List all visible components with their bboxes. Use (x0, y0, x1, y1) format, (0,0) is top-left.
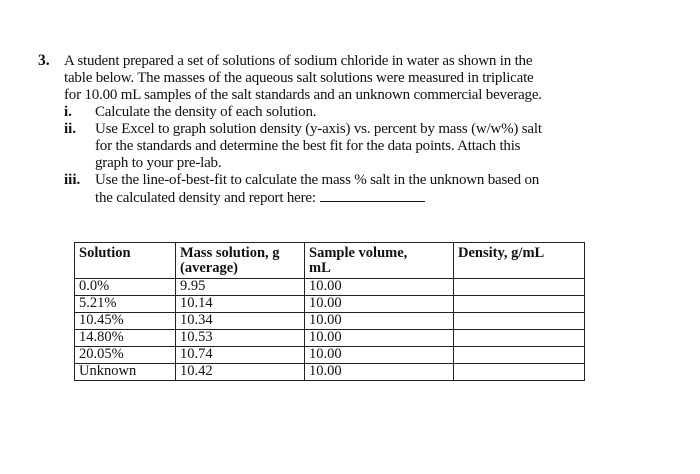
intro-line-3: for 10.00 mL samples of the salt standards and an unknown commercial beverage. (64, 87, 542, 103)
solution-data-table (74, 242, 585, 381)
header-solution-text: Solution (79, 245, 131, 261)
intro-line-2: table below. The masses of the aqueous salt solutions were measured in triplicate (64, 70, 534, 86)
cell-volume: 10.00 (305, 330, 454, 347)
cell-volume: 10.00 (305, 279, 454, 296)
item-i-line-1: Calculate the density of each solution. (95, 104, 317, 120)
cell-density[interactable] (454, 279, 585, 296)
cell-mass: 10.42 (176, 364, 305, 381)
cell-volume: 10.00 (305, 347, 454, 364)
cell-solution: 20.05% (75, 347, 176, 364)
cell-density[interactable] (454, 364, 585, 381)
cell-density[interactable] (454, 347, 585, 364)
table-row (75, 279, 585, 296)
header-sample-volume (305, 243, 454, 279)
item-ii-line-1: Use Excel to graph solution density (y-axis) vs. percent by mass (w/w%) salt (95, 121, 542, 137)
item-iii-marker: iii. (64, 172, 81, 188)
table-row (75, 347, 585, 364)
cell-density[interactable] (454, 296, 585, 313)
item-iii-line-1: Use the line-of-best-fit to calculate the mass % salt in the unknown based on (95, 172, 540, 188)
question-number: 3. (38, 52, 50, 69)
header-mass-solution (176, 243, 305, 279)
table-row (75, 330, 585, 347)
table-row (75, 296, 585, 313)
cell-solution: 0.0% (75, 279, 176, 296)
item-ii-line-3: graph to your pre-lab. (95, 155, 222, 171)
header-volume-text-2: mL (309, 260, 331, 276)
cell-solution: 14.80% (75, 330, 176, 347)
header-density-text: Density, g/mL (458, 245, 545, 261)
cell-volume: 10.00 (305, 296, 454, 313)
table-row (75, 364, 585, 381)
cell-density[interactable] (454, 313, 585, 330)
table-row (75, 313, 585, 330)
header-mass-text-2: (average) (180, 260, 238, 276)
answer-blank[interactable] (320, 189, 425, 202)
item-ii-line-2: for the standards and determine the best fit for the data points. Attach this (95, 138, 521, 154)
cell-volume: 10.00 (305, 313, 454, 330)
intro-line-1: A student prepared a set of solutions of sodium chloride in water as shown in the (64, 53, 533, 69)
header-mass-text-1: Mass solution, g (180, 245, 280, 261)
cell-density[interactable] (454, 330, 585, 347)
cell-mass: 10.53 (176, 330, 305, 347)
item-iii-line-2-text: the calculated density and report here: (95, 190, 316, 206)
header-solution (75, 243, 176, 279)
cell-volume: 10.00 (305, 364, 454, 381)
item-iii-line-2 (95, 189, 425, 207)
item-ii-marker: ii. (64, 121, 77, 137)
cell-solution: Unknown (75, 364, 176, 381)
cell-mass: 10.34 (176, 313, 305, 330)
cell-mass: 9.95 (176, 279, 305, 296)
cell-solution: 5.21% (75, 296, 176, 313)
cell-mass: 10.14 (176, 296, 305, 313)
item-i-marker: i. (64, 104, 72, 120)
cell-mass: 10.74 (176, 347, 305, 364)
header-density (454, 243, 585, 279)
cell-solution: 10.45% (75, 313, 176, 330)
table-header-row (75, 243, 585, 279)
header-volume-text-1: Sample volume, (309, 245, 408, 261)
